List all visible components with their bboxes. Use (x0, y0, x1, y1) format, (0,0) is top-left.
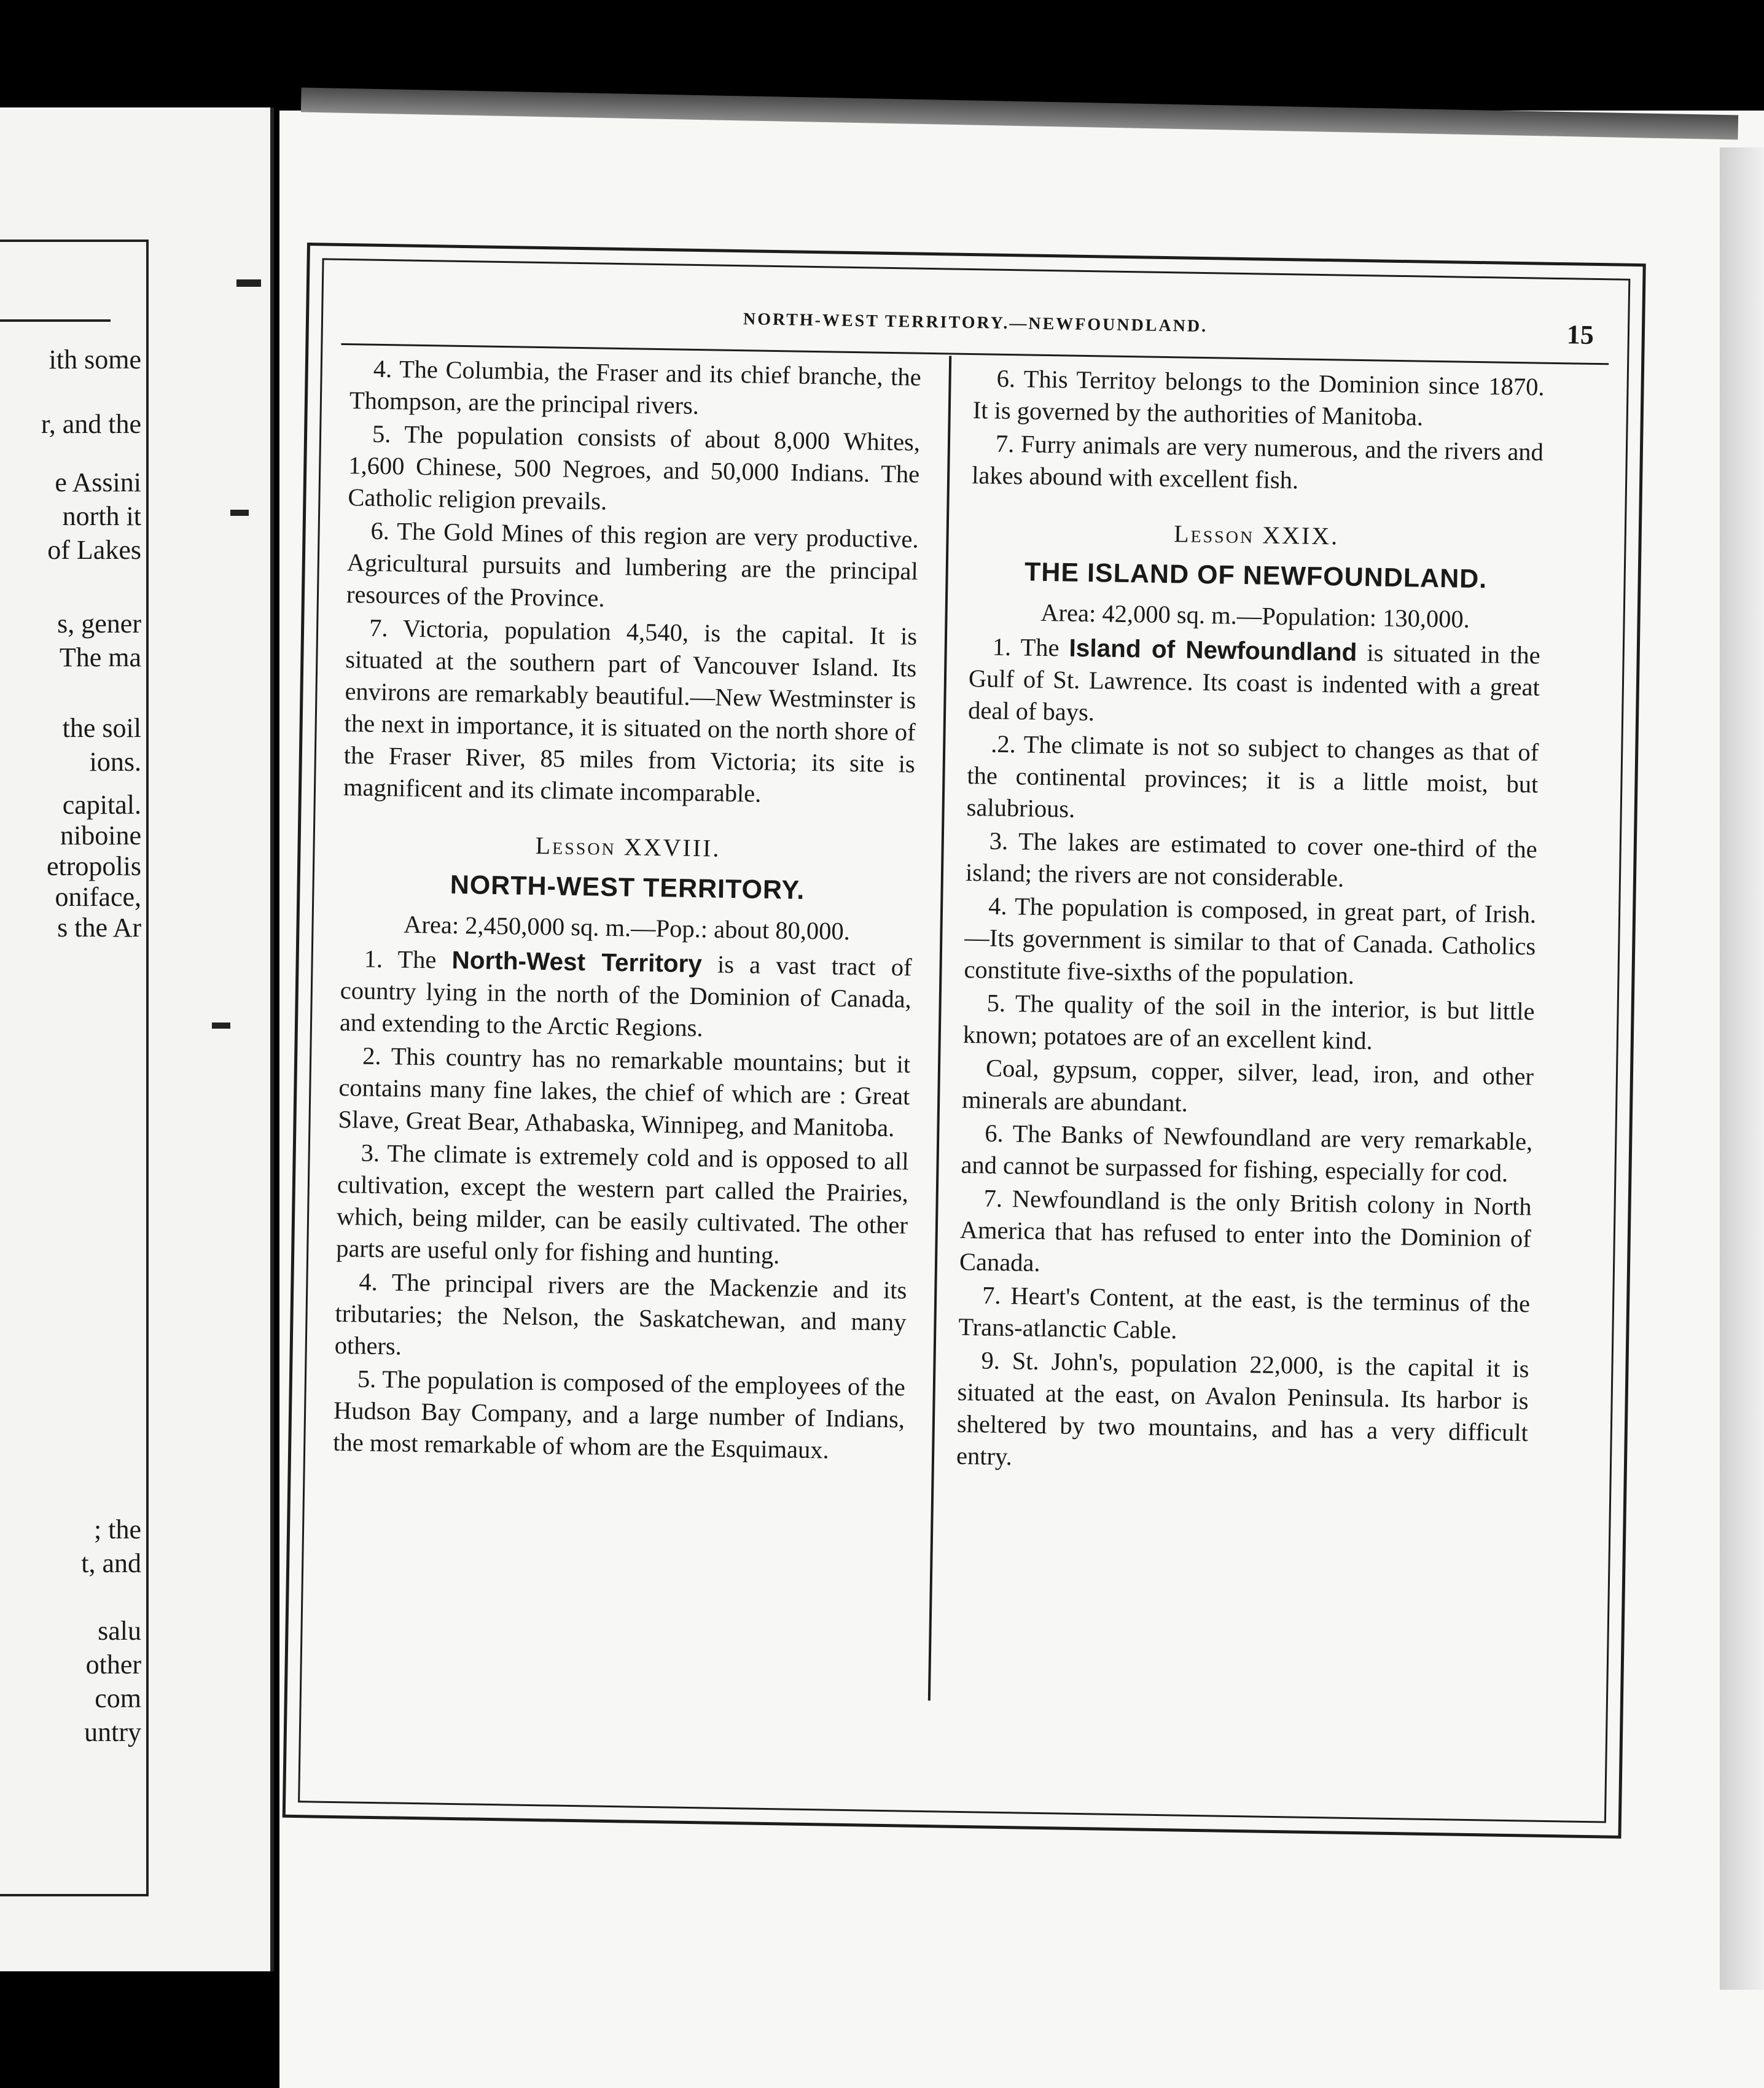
facing-fragment: capital. (62, 790, 141, 820)
area-line: Area: 2,450,000 sq. m.—Pop.: about 80,000. (403, 910, 851, 946)
facing-fragment: t, and (81, 1548, 141, 1578)
facing-fragment: ; the (94, 1514, 141, 1545)
facing-fragment: e Assini (55, 467, 141, 497)
facing-fragment: The ma (59, 642, 141, 672)
paragraph: 3. The lakes are estimated to cover one-third of the island; the rivers are not considerable. (965, 827, 1538, 892)
running-head: NORTH-WEST TERRITORY.—NEWFOUNDLAND. (743, 310, 1208, 337)
facing-page-rule (0, 319, 111, 322)
facing-fragment: niboine (60, 820, 141, 851)
paragraph: 6. The Banks of Newfoundland are very remarkable, and cannot be surpassed for fishing, especially for cod. (961, 1119, 1533, 1187)
paragraph: 3. The climate is extremely cold and is opposed to all cultivation, except the western part called the Prairies, which, being milder, can be easily cultivated. The other parts are useful only for fishing and hunting. (335, 1139, 909, 1269)
paragraph: 5. The quality of the soil in the interior, is but little known; potatoes are of an excellent kind. (962, 989, 1535, 1055)
paragraph: 6. The Gold Mines of this region are very productive. Agricultural pursuits and lumbering are the principal resources of the Province. (346, 516, 919, 612)
facing-fragment: s the Ar (57, 913, 141, 943)
lesson-label: Lesson XXIX. (1173, 520, 1340, 550)
page-inner-border (298, 258, 1630, 1823)
paragraph: 9. St. John's, population 22,000, is the capital it is situated at the east, on Avalon Peninsula. Its harbor is sheltered by two mountains, and has a very difficult entry. (956, 1346, 1529, 1471)
facing-fragment: of Lakes (47, 535, 141, 565)
paragraph: 7. Newfoundland is the only British colony in North America that has refused to enter into the Dominion of Canada. (959, 1184, 1532, 1277)
binding-mark (236, 279, 261, 287)
facing-page (0, 107, 274, 1971)
paragraph-rest: is situated in the Gulf of St. Lawrence. Its coast is indented with a great deal of bays. (967, 639, 1541, 727)
facing-fragment: ions. (89, 747, 141, 777)
column-divider (928, 356, 951, 1700)
paragraph: 2. This country has no remarkable mountains; but it contains many fine lakes, the chief of which are : Great Slave, Great Bear, Athabaska, Winnipeg, and Manitoba. (338, 1042, 911, 1142)
paragraph-lead: 1. The (992, 633, 1060, 662)
paragraph-subject: North-West Territory (451, 945, 703, 978)
right-column (956, 362, 1545, 1482)
lesson-label: Lesson XXVIII. (535, 831, 721, 862)
paragraph: 5. The population is composed of the employees of the Hudson Bay Company, and a large number of Indians, the most remarkable of whom are the Esquimaux. (332, 1365, 906, 1464)
facing-fragment: etropolis (47, 851, 141, 881)
facing-fragment: r, and the (41, 409, 141, 439)
paragraph-subject: Island of Newfoundland (1069, 633, 1357, 666)
area-line: Area: 42,000 sq. m.—Population: 130,000. (1040, 598, 1470, 633)
facing-fragment: com (95, 1683, 141, 1713)
paragraph: 5. The population consists of about 8,000 Whites, 1,600 Chinese, 500 Negroes, and 50,000 Indians. The Catholic religion prevails. (348, 419, 921, 515)
page-stack-edge (1720, 147, 1764, 1990)
paragraph (968, 630, 1540, 736)
paragraph: Coal, gypsum, copper, silver, lead, iron, and other minerals are abundant. (961, 1054, 1534, 1117)
running-header (323, 303, 1628, 360)
paragraph: 7. Heart's Content, at the east, is the terminus of the Trans-atlanctic Cable. (958, 1281, 1531, 1344)
lesson-title: NORTH-WEST TERRITORY. (450, 870, 805, 905)
binding-mark (212, 1023, 230, 1029)
paragraph: .2. The climate is not so subject to changes as that of the continental provinces; it is a little moist, but salubrious. (966, 730, 1539, 823)
page-number: 15 (1566, 319, 1594, 350)
facing-fragment: s, gener (57, 609, 141, 639)
facing-fragment: ith some (49, 345, 141, 375)
paragraph: 6. This Territoy belongs to the Dominion since 1870. It is governed by the authorities of Manitoba. (972, 364, 1545, 431)
binding-mark (230, 510, 249, 516)
paragraph (340, 942, 912, 1048)
paragraph-lead: 1. The (364, 945, 437, 974)
paragraph: 7. Furry animals are very numerous, and the rivers and lakes abound with excellent fish. (971, 429, 1544, 494)
paragraph: 4. The principal rivers are the Mackenzie and its tributaries; the Nelson, the Saskatchewan, and many others. (334, 1268, 907, 1360)
facing-fragment: untry (84, 1717, 141, 1747)
facing-fragment: other (85, 1650, 141, 1680)
paragraph: 4. The Columbia, the Fraser and its chief branche, the Thompson, are the principal rivers. (349, 354, 922, 420)
facing-fragment: oniface, (55, 882, 141, 912)
paragraph: 4. The population is composed, in great part, of Irish.—Its government is similar to that of Canada. Catholics constitute five-sixths of the population. (964, 892, 1537, 989)
left-column (333, 353, 921, 1468)
facing-fragment: the soil (62, 713, 141, 743)
paragraph-rest: is a vast tract of country lying in the north of the Dominion of Canada, and extending to the Arctic Regions. (339, 950, 912, 1042)
page-border (283, 243, 1646, 1839)
facing-fragment: north it (62, 501, 141, 531)
facing-fragment: salu (98, 1616, 141, 1646)
paragraph: 7. Victoria, population 4,540, is the capital. It is situated at the southern part of Vancouver Island. Its environs are remarkably beautiful.—New Westminster is the next in importance, it is situated on the north shore of the Fraser River, 85 miles from Victoria; its site is magnificent and its climate incomparable. (343, 614, 918, 808)
lesson-title: THE ISLAND OF NEWFOUNDLAND. (1024, 557, 1488, 594)
